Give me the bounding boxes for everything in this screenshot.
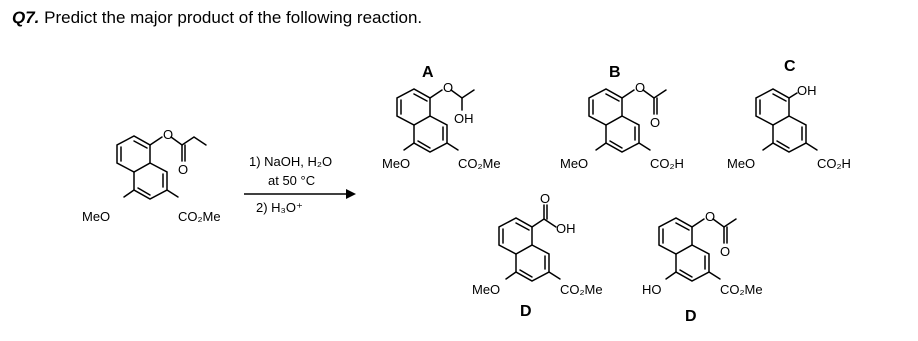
option-a-hydroxyl: OH	[454, 111, 474, 126]
option-b-right: CO₂H	[650, 156, 684, 171]
option-d1-letter: D	[520, 303, 532, 320]
option-d2-right: CO₂Me	[720, 282, 763, 297]
sm-left-group: MeO	[82, 209, 111, 224]
option-b-left: MeO	[560, 156, 589, 171]
option-b-structure	[560, 64, 684, 171]
option-a-ether-o: O	[443, 80, 454, 95]
option-b-carbonyl-o: O	[650, 115, 661, 130]
option-c-structure	[727, 58, 851, 171]
option-c-letter: C	[784, 58, 796, 75]
option-d1-right: CO₂Me	[560, 282, 603, 297]
option-b-ether-o: O	[635, 80, 646, 95]
option-d1-structure	[472, 191, 603, 320]
option-d2-left: HO	[642, 282, 662, 297]
option-a-right: CO₂Me	[458, 156, 501, 171]
reaction-arrow	[244, 189, 356, 199]
sm-ether-o: O	[163, 127, 174, 142]
option-c-left: MeO	[727, 156, 756, 171]
option-b-letter: B	[609, 64, 621, 81]
option-d1-carbonyl-o: O	[540, 191, 551, 206]
condition-step1: 1) NaOH, H₂O	[249, 154, 333, 169]
option-d2-letter: D	[685, 308, 697, 325]
option-d1-left: MeO	[472, 282, 501, 297]
option-d2-carbonyl-o: O	[720, 244, 731, 259]
sm-carbonyl-o: O	[178, 162, 189, 177]
option-a-left: MeO	[382, 156, 411, 171]
sm-right-group: CO₂Me	[178, 209, 221, 224]
option-a-structure	[382, 64, 501, 171]
option-a-letter: A	[422, 64, 434, 81]
option-c-hydroxyl: OH	[797, 83, 817, 98]
option-c-right: CO₂H	[817, 156, 851, 171]
condition-step2: 2) H₃O⁺	[256, 200, 303, 215]
question-number: Q7.	[12, 8, 40, 27]
option-d1-hydroxyl: OH	[556, 221, 576, 236]
option-d2-structure	[642, 209, 763, 325]
starting-material-structure	[82, 127, 221, 224]
question-text: Predict the major product of the following reaction.	[44, 8, 423, 27]
option-d2-ether-o: O	[705, 209, 716, 224]
condition-temperature: at 50 °C	[268, 173, 316, 188]
